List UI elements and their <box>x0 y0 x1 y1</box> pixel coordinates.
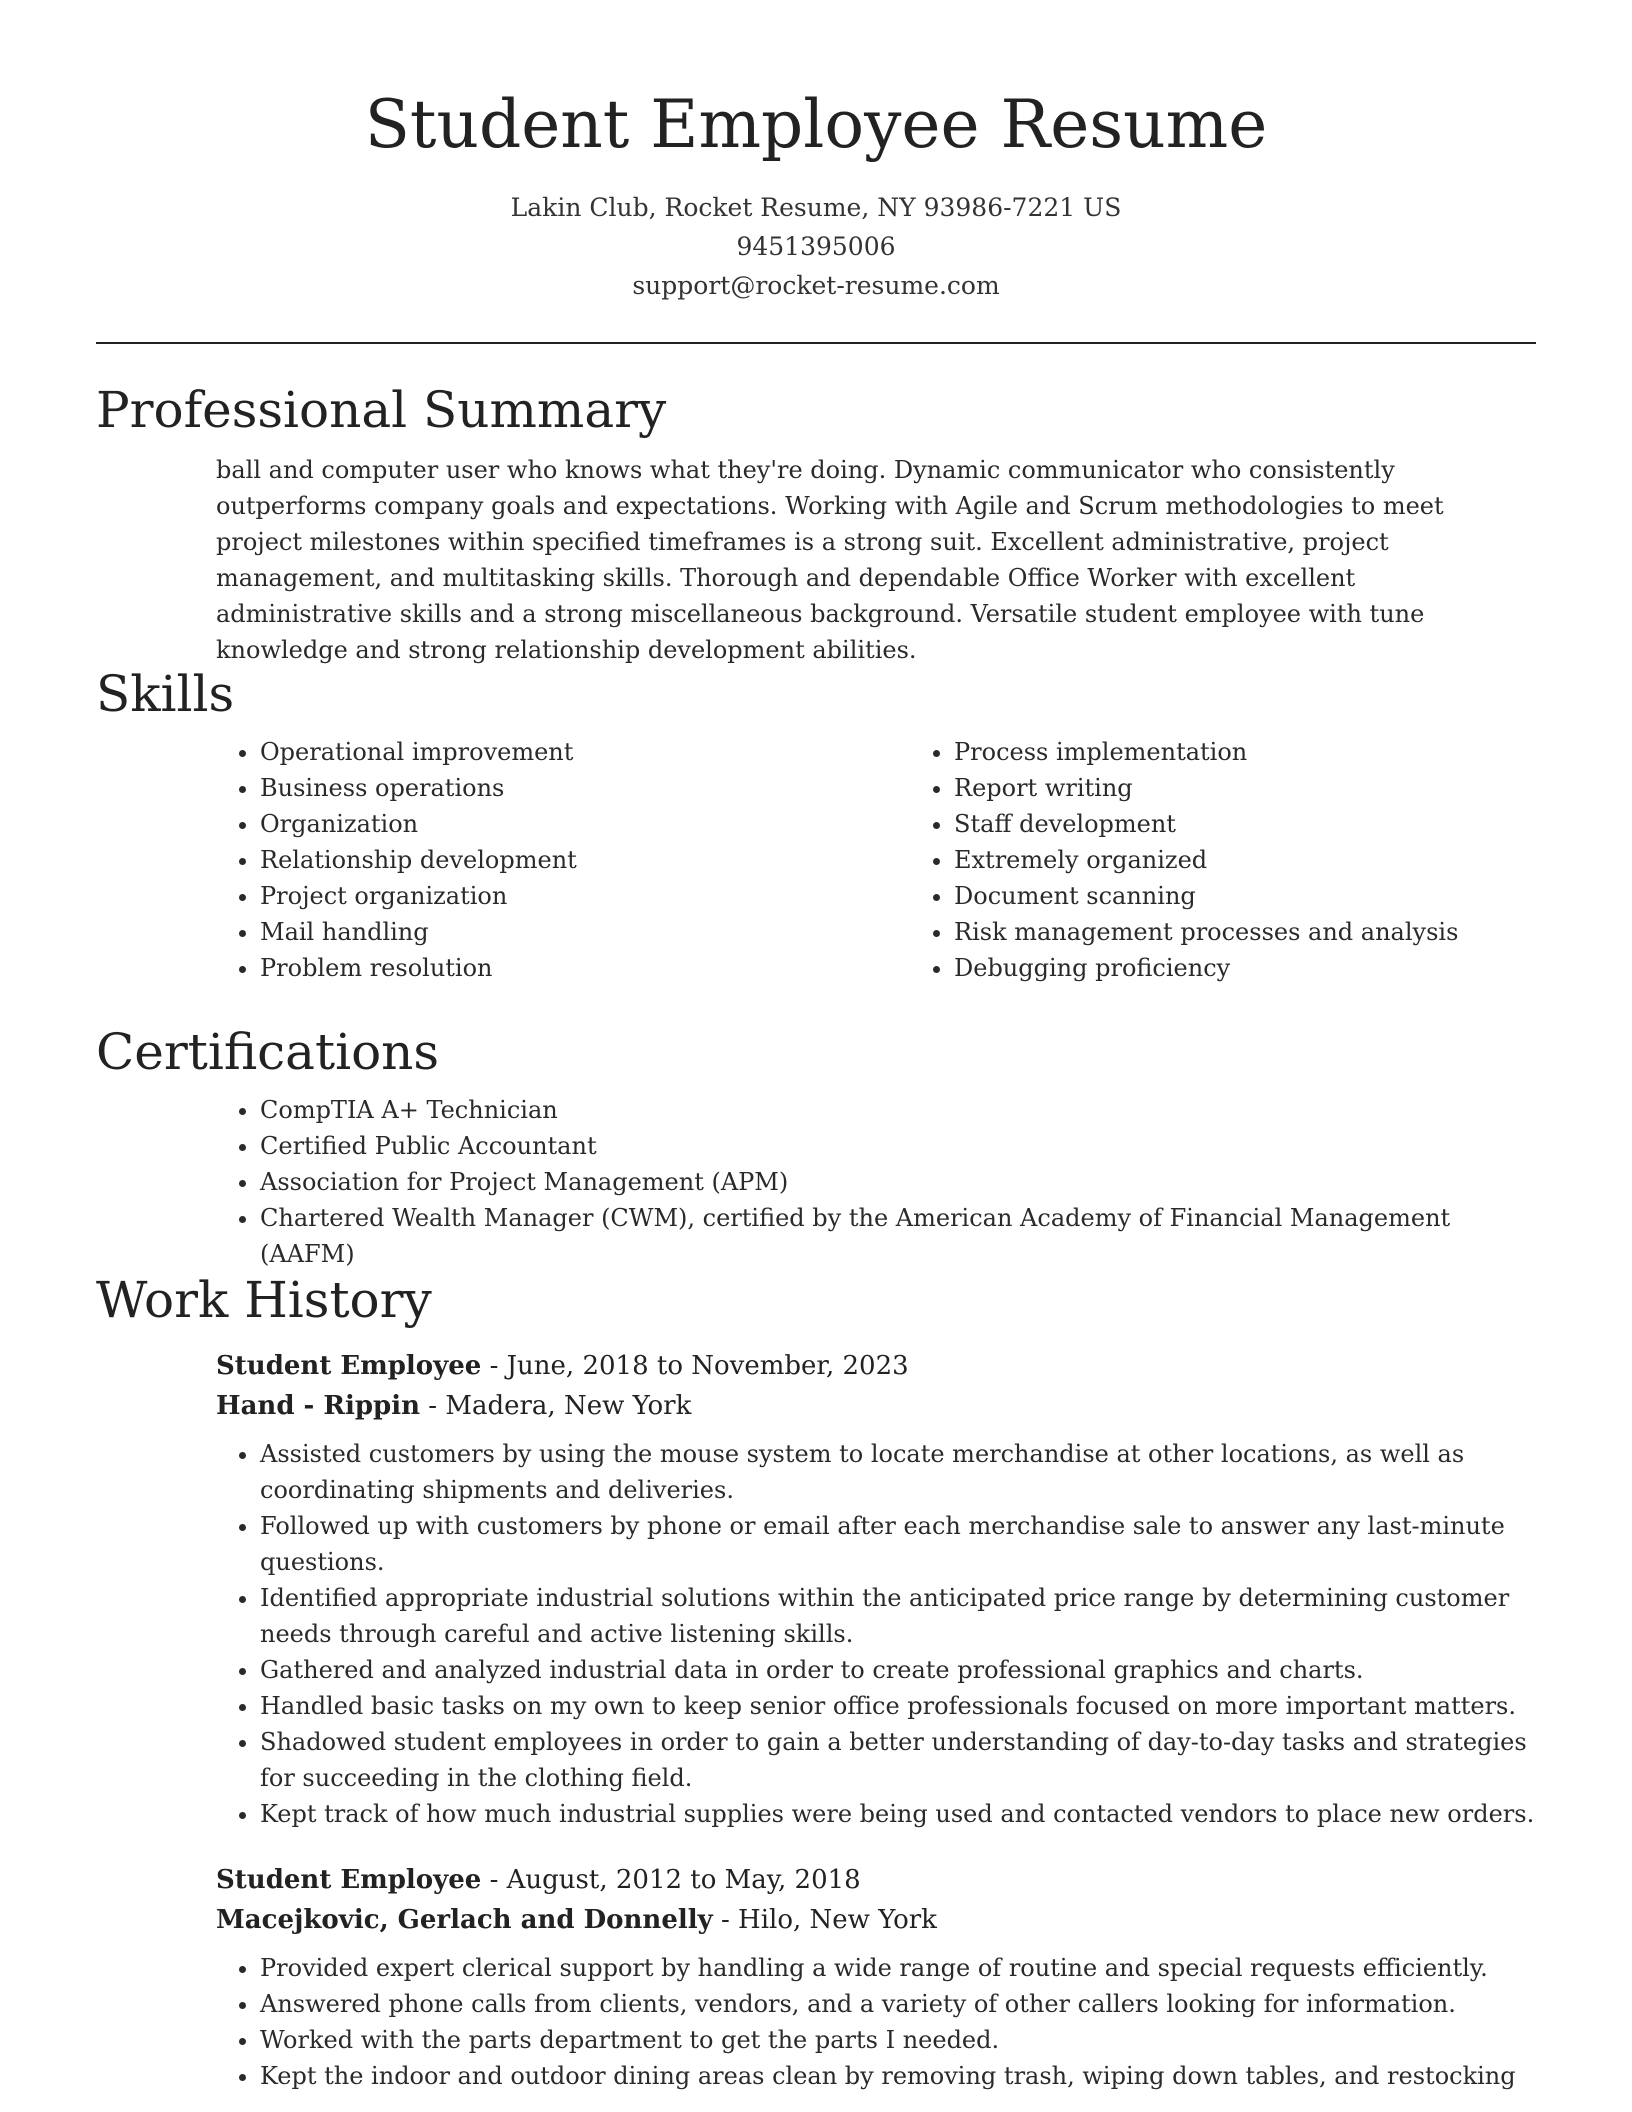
job-bullet: • Followed up with customers by phone or email after each merchandise sale to answer any last-minute questions. <box>260 1508 1536 1580</box>
certification-item: • Association for Project Management (APM) <box>260 1164 1536 1200</box>
certification-item: • Chartered Wealth Manager (CWM), certified by the American Academy of Financial Management (AAFM) <box>260 1200 1536 1272</box>
header-divider <box>96 342 1536 344</box>
job-bullet: • Identified appropriate industrial solutions within the anticipated price range by determining customer needs through careful and active listening skills. <box>260 1580 1536 1652</box>
resume-header <box>0 0 1632 305</box>
job-bullet: • Worked with the parts department to get the parts I needed. <box>260 2022 1536 2058</box>
skill-item: • Problem resolution <box>260 950 910 986</box>
certifications-section <box>96 1020 1536 1272</box>
skill-item: • Process implementation <box>954 734 1604 770</box>
job-bullet: • Gathered and analyzed industrial data in order to create professional graphics and charts. <box>260 1652 1536 1688</box>
job-bullet: • Assisted customers by using the mouse system to locate merchandise at other locations, as well as coordinating shipments and deliveries. <box>260 1436 1536 1508</box>
job-title-line <box>216 1860 1536 1900</box>
resume-title: Student Employee Resume <box>364 86 1268 163</box>
work-history-heading: Work History <box>96 1271 432 1329</box>
work-history-section <box>96 1268 1536 2094</box>
skill-item: • Business operations <box>260 770 910 806</box>
skill-item: • Document scanning <box>954 878 1604 914</box>
job-location: Hilo, New York <box>738 1905 937 1935</box>
contact-email: support@rocket-resume.com <box>632 271 1000 300</box>
job-title-line <box>216 1346 1536 1386</box>
job-bullets <box>216 1436 1536 1832</box>
skill-item: • Risk management processes and analysis <box>954 914 1604 950</box>
job-title: Student Employee <box>216 1865 482 1895</box>
summary-section <box>96 378 1536 668</box>
job-separator: - <box>489 1351 507 1381</box>
skills-left-column <box>216 734 910 986</box>
job-company: Macejkovic, Gerlach and Donnelly <box>216 1905 713 1935</box>
skills-right-column <box>910 734 1604 986</box>
job-separator: - <box>720 1905 739 1935</box>
job-separator: - <box>489 1865 507 1895</box>
job-bullet: • Handled basic tasks on my own to keep senior office professionals focused on more important matters. <box>260 1688 1536 1724</box>
summary-heading: Professional Summary <box>96 381 667 439</box>
certification-item: • CompTIA A+ Technician <box>260 1092 1536 1128</box>
job-company-line <box>216 1386 1536 1426</box>
job-bullet: • Answered phone calls from clients, vendors, and a variety of other callers looking for information. <box>260 1986 1536 2022</box>
job-title: Student Employee <box>216 1351 482 1381</box>
job-bullet: • Provided expert clerical support by handling a wide range of routine and special requests efficiently. <box>260 1950 1536 1986</box>
summary-text: ball and computer user who knows what they're doing. Dynamic communicator who consistently outperforms company goals and expectations. Working with Agile and Scrum methodologies to meet project milestones within specified timeframes is a strong suit. Excellent administrative, project management, and multitasking skills. Thorough and dependable Office Worker with excellent administrative skills and a strong miscellaneous background. Versatile student employee with tune knowledge and strong relationship development abilities. <box>216 456 1444 664</box>
skills-grid <box>216 734 1536 986</box>
certification-item: • Certified Public Accountant <box>260 1128 1536 1164</box>
job-separator: - <box>428 1391 446 1421</box>
skill-item: • Debugging proficiency <box>954 950 1604 986</box>
skill-item: • Report writing <box>954 770 1604 806</box>
skill-item: • Staff development <box>954 806 1604 842</box>
certifications-heading: Certifications <box>96 1023 440 1081</box>
skill-item: • Organization <box>260 806 910 842</box>
job-bullets <box>216 1950 1536 2094</box>
job-bullet: • Kept the indoor and outdoor dining areas clean by removing trash, wiping down tables, and restocking <box>260 2058 1536 2094</box>
job-bullet: • Kept track of how much industrial supplies were being used and contacted vendors to place new orders. <box>260 1796 1536 1832</box>
skills-heading: Skills <box>96 665 235 723</box>
job-dates: August, 2012 to May, 2018 <box>506 1865 861 1895</box>
skill-item: • Extremely organized <box>954 842 1604 878</box>
skill-item: • Mail handling <box>260 914 910 950</box>
skill-item: • Project organization <box>260 878 910 914</box>
skill-item: • Operational improvement <box>260 734 910 770</box>
contact-phone: 9451395006 <box>736 232 896 261</box>
job-bullet: • Shadowed student employees in order to gain a better understanding of day-to-day tasks and strategies for succeeding in the clothing field. <box>260 1724 1536 1796</box>
job-company-line <box>216 1900 1536 1940</box>
job-location: Madera, New York <box>445 1391 692 1421</box>
skill-item: • Relationship development <box>260 842 910 878</box>
job-dates: June, 2018 to November, 2023 <box>506 1351 909 1381</box>
contact-info <box>0 188 1632 305</box>
contact-address: Lakin Club, Rocket Resume, NY 93986-7221 US <box>510 193 1122 222</box>
skills-section <box>96 662 1536 986</box>
job-company: Hand - Rippin <box>216 1391 421 1421</box>
certifications-list <box>216 1092 1536 1272</box>
job-entry <box>216 1346 1536 1832</box>
job-entry <box>216 1860 1536 2094</box>
